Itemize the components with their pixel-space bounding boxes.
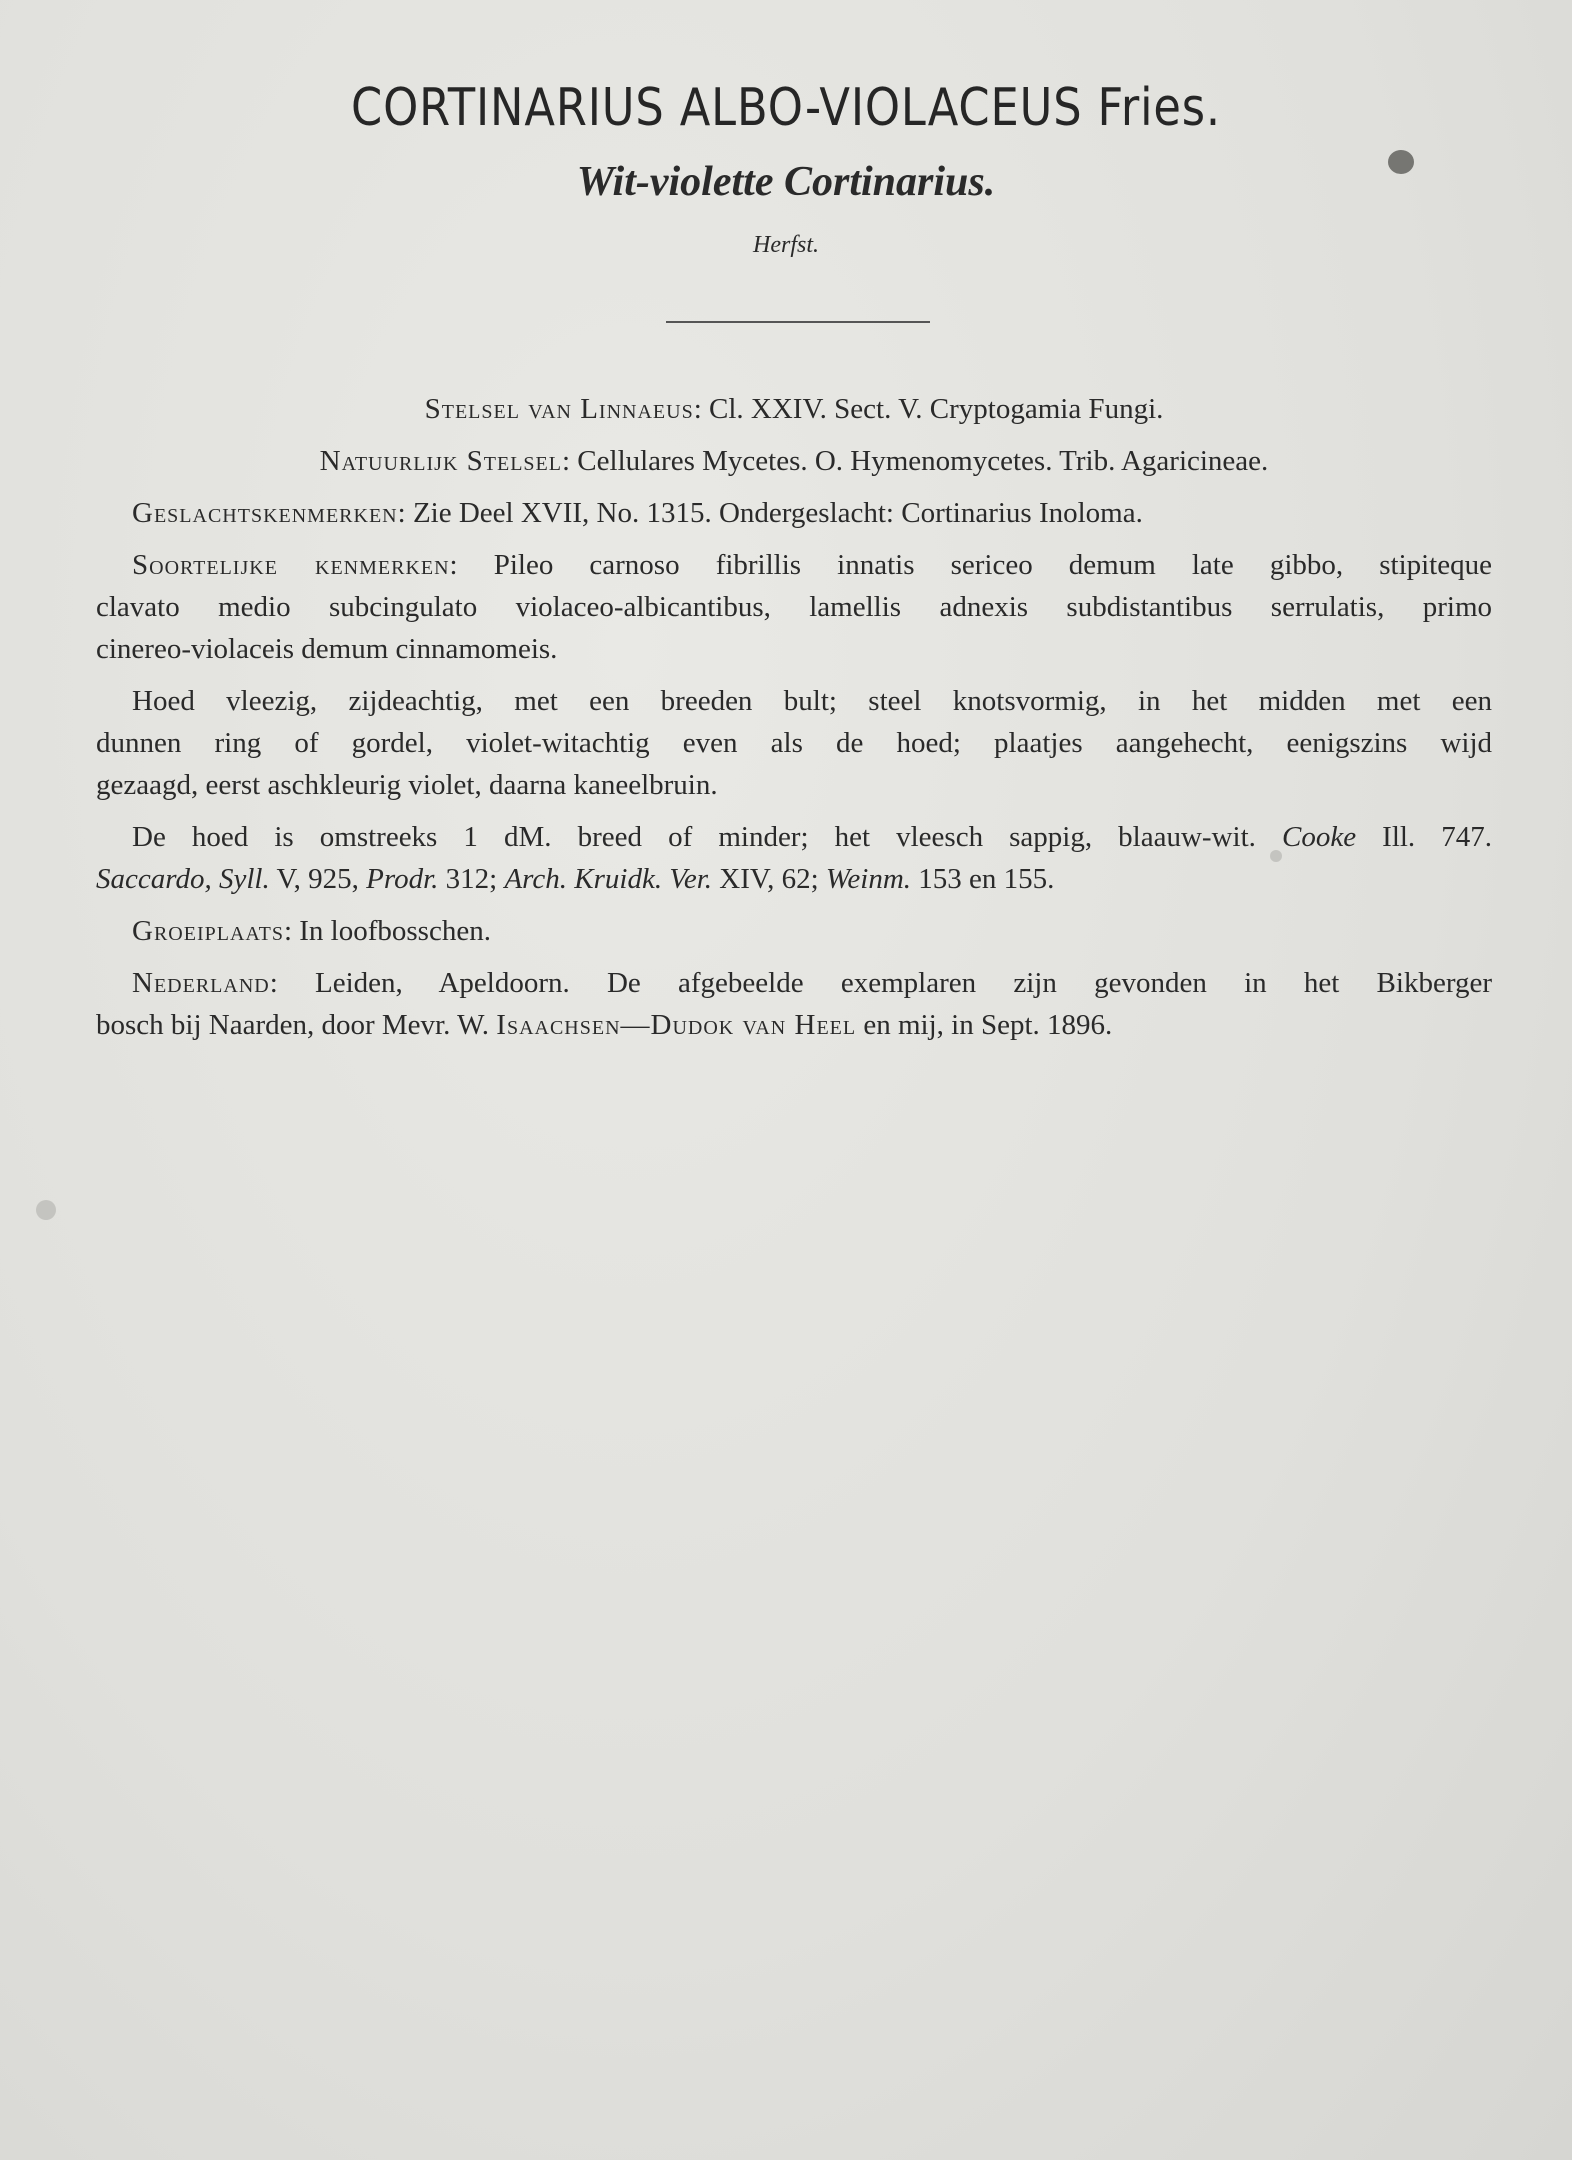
description-line-2: dunnen ring of gordel, violet-witachtig even als de hoed; plaatjes aangehecht, eenigszins wijd	[96, 727, 1492, 759]
species-line-1: Soortelijke kenmerken: Pileo carnoso fibrillis innatis sericeo demum late gibbo, stipiteque	[132, 549, 1492, 581]
cooke-ref: Cooke	[1281, 821, 1357, 853]
description-line-3: gezaagd, eerst aschkleurig violet, daarna kaneelbruin.	[96, 769, 718, 801]
netherlands-line-2: bosch bij Naarden, door Mevr. W. Isaachsen—Dudok van Heel en mij, in Sept. 1896.	[96, 1009, 1113, 1041]
natural-text: Cellulares Mycetes. O. Hymenomycetes. Trib. Agaricineae.	[577, 445, 1269, 477]
document-body	[96, 388, 1492, 1046]
species-label: Soortelijke kenmerken	[132, 549, 450, 581]
linnaeus-label: Stelsel van Linnaeus	[424, 393, 694, 425]
natural-line: Natuurlijk Stelsel: Cellulares Mycetes. O. Hymenomycetes. Trib. Agaricineae.	[319, 445, 1269, 477]
genus-line: Geslachtskenmerken: Zie Deel XVII, No. 1315. Ondergeslacht: Cortinarius Inoloma.	[132, 497, 1143, 529]
netherlands-label: Nederland	[132, 967, 270, 999]
genus-label: Geslachtskenmerken	[132, 497, 398, 529]
paper-spot	[36, 1200, 56, 1220]
habitat-text: In loofbosschen.	[299, 915, 491, 947]
size-line-2: Saccardo, Syll. V, 925, Prodr. 312; Arch. Kruidk. Ver. XIV, 62; Weinm. 153 en 155.	[96, 863, 1055, 895]
species-line-2: clavato medio subcingulato violaceo-albicantibus, lamellis adnexis subdistantibus serrulatis, primo	[96, 591, 1492, 623]
collector-names: Isaachsen—Dudok van Heel	[496, 1009, 857, 1041]
page-subtitle: Wit-violette Cortinarius.	[576, 159, 996, 205]
natural-label: Natuurlijk Stelsel	[319, 445, 562, 477]
season-label: Herfst.	[753, 232, 819, 258]
page-title: CORTINARIUS ALBO-VIOLACEUS Fries.	[351, 78, 1221, 138]
genus-text: Zie Deel XVII, No. 1315. Ondergeslacht: Cortinarius Inoloma.	[412, 497, 1143, 529]
description-line-1: Hoed vleezig, zijdeachtig, met een breeden bult; steel knotsvormig, in het midden met een	[132, 685, 1492, 717]
netherlands-line-1: Nederland: Leiden, Apeldoorn. De afgebeelde exemplaren zijn gevonden in het Bikberger	[132, 967, 1492, 999]
habitat-label: Groeiplaats	[132, 915, 284, 947]
size-line-1: De hoed is omstreeks 1 dM. breed of minder; het vleesch sappig, blaauw-wit. Cooke Ill. 747.	[132, 821, 1493, 853]
divider	[666, 321, 930, 323]
linnaeus-line: Stelsel van Linnaeus: Cl. XXIV. Sect. V. Cryptogamia Fungi.	[424, 393, 1164, 425]
linnaeus-text: Cl. XXIV. Sect. V. Cryptogamia Fungi.	[709, 393, 1164, 425]
habitat-line: Groeiplaats: In loofbosschen.	[132, 915, 491, 947]
species-line-3: cinereo-violaceis demum cinnamomeis.	[96, 633, 558, 665]
